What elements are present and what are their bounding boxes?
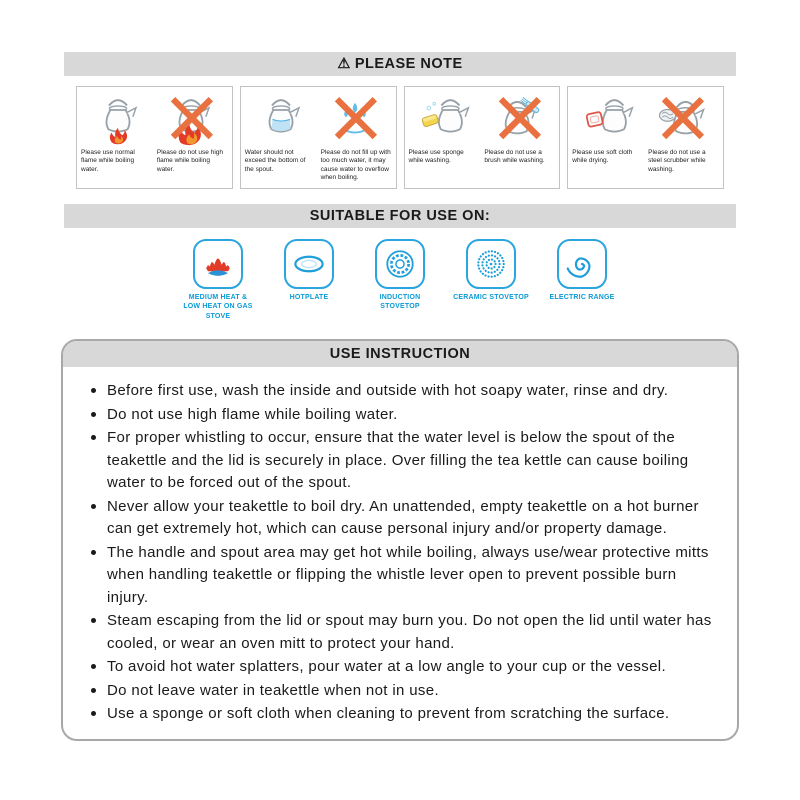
bullet-text: Never allow your teakettle to boil dry. An unattended, empty teakettle on a hot burner can get extremely hot, which can cause personal injury and/or property damage. xyxy=(107,497,699,538)
bullet-dot xyxy=(91,388,96,393)
instruction-list xyxy=(63,367,737,739)
list-item xyxy=(91,496,713,541)
kettle-high-flame-icon xyxy=(159,92,223,146)
list-item xyxy=(91,656,713,679)
bullet-text: Steam escaping from the lid or spout may burn you. Do not open the lid until water has cooled, or wear an oven mitt to protect your hand. xyxy=(107,612,712,652)
stove-label: INDUCTION STOVETOP xyxy=(379,293,421,311)
bullet-dot xyxy=(91,412,96,417)
caption-dont: Please do not fill up with too much water, it may cause water to overflow when boiling. xyxy=(320,149,391,182)
caption-do: Please use sponge while washing. xyxy=(408,149,464,165)
list-item xyxy=(91,427,713,495)
stove-list xyxy=(0,239,800,321)
bullet-dot xyxy=(91,664,96,669)
bullet-text: The handle and spout area may get hot while boiling, always use/wear protective mitts when handling teakettle or flipping the whistle lever open to prevent possible burn injury. xyxy=(107,543,709,606)
caption-dont: Please do not use a brush while washing. xyxy=(484,149,545,165)
please-note-bar xyxy=(64,52,736,76)
care-panel-flame xyxy=(76,86,233,189)
stove-item-ceramic xyxy=(453,239,529,302)
bullet-dot xyxy=(91,618,96,623)
kettle-normal-flame-icon xyxy=(86,92,150,146)
list-item xyxy=(91,680,713,703)
bullet-text: To avoid hot water splatters, pour water at a low angle to your cup or the vessel. xyxy=(107,658,666,676)
stove-item-hotplate xyxy=(271,239,347,302)
care-panel-water xyxy=(240,86,397,189)
caption-do: Water should not exceed the bottom of the spout. xyxy=(244,149,306,173)
instruction-title: USE INSTRUCTION xyxy=(329,346,471,363)
bullet-dot xyxy=(91,435,96,440)
stove-label: ELECTRIC RANGE xyxy=(549,293,615,301)
instruction-header xyxy=(63,341,737,367)
care-panel-washing xyxy=(404,86,561,189)
kettle-water-level-icon xyxy=(249,92,313,146)
stove-label: HOTPLATE xyxy=(289,293,329,301)
overfill-splash-icon xyxy=(323,92,387,146)
caption-dont: Please do not use a steel scrubber while washing. xyxy=(648,149,706,173)
sponge-wash-icon xyxy=(413,92,477,146)
list-item xyxy=(91,380,713,403)
list-item xyxy=(91,542,713,610)
list-item xyxy=(91,404,713,427)
bullet-text: Before first use, wash the inside and outside with hot soapy water, rinse and dry. xyxy=(107,382,669,400)
electric-coil-icon xyxy=(562,244,602,284)
bullet-text: Do not use high flame while boiling water. xyxy=(107,405,398,423)
ceramic-icon xyxy=(471,244,511,284)
steel-scrubber-icon xyxy=(650,92,714,146)
please-note-title: PLEASE NOTE xyxy=(354,56,463,72)
stove-item-gas xyxy=(180,239,256,321)
gas-flame-icon xyxy=(198,244,238,284)
stove-label: MEDIUM HEAT & LOW HEAT ON GAS STOVE xyxy=(183,293,253,320)
bullet-dot xyxy=(91,688,96,693)
stove-label: CERAMIC STOVETOP xyxy=(453,293,529,301)
suitable-title: SUITABLE FOR USE ON: xyxy=(309,207,491,224)
suitable-bar xyxy=(64,204,736,228)
caption-do: Please use normal flame while boiling water. xyxy=(81,149,135,173)
bullet-dot xyxy=(91,550,96,555)
bullet-text: Do not leave water in teakettle when not in use. xyxy=(107,681,439,699)
brush-wash-icon xyxy=(487,92,551,146)
instruction-box xyxy=(61,339,739,741)
caption-do: Please use soft cloth while drying. xyxy=(572,149,633,165)
warning-icon: ⚠ xyxy=(337,56,351,72)
caption-dont: Please do not use high flame while boiling water. xyxy=(156,149,224,173)
bullet-dot xyxy=(91,711,96,716)
bullet-text: Use a sponge or soft cloth when cleaning to prevent from scratching the surface. xyxy=(107,705,670,723)
stove-item-induction xyxy=(362,239,438,312)
bullet-dot xyxy=(91,504,96,509)
bullet-text: For proper whistling to occur, ensure that the water level is below the spout of the teakettle and the lid is securely in place. Over filling the tea kettle can cause boiling water to be forced out of the spout. xyxy=(107,429,689,492)
soft-cloth-icon xyxy=(577,92,641,146)
care-panel-drying xyxy=(567,86,724,189)
stove-item-electric xyxy=(544,239,620,302)
hotplate-icon xyxy=(289,244,329,284)
induction-icon xyxy=(380,244,420,284)
care-panels xyxy=(76,86,724,189)
list-item xyxy=(91,610,713,655)
list-item xyxy=(91,703,713,726)
